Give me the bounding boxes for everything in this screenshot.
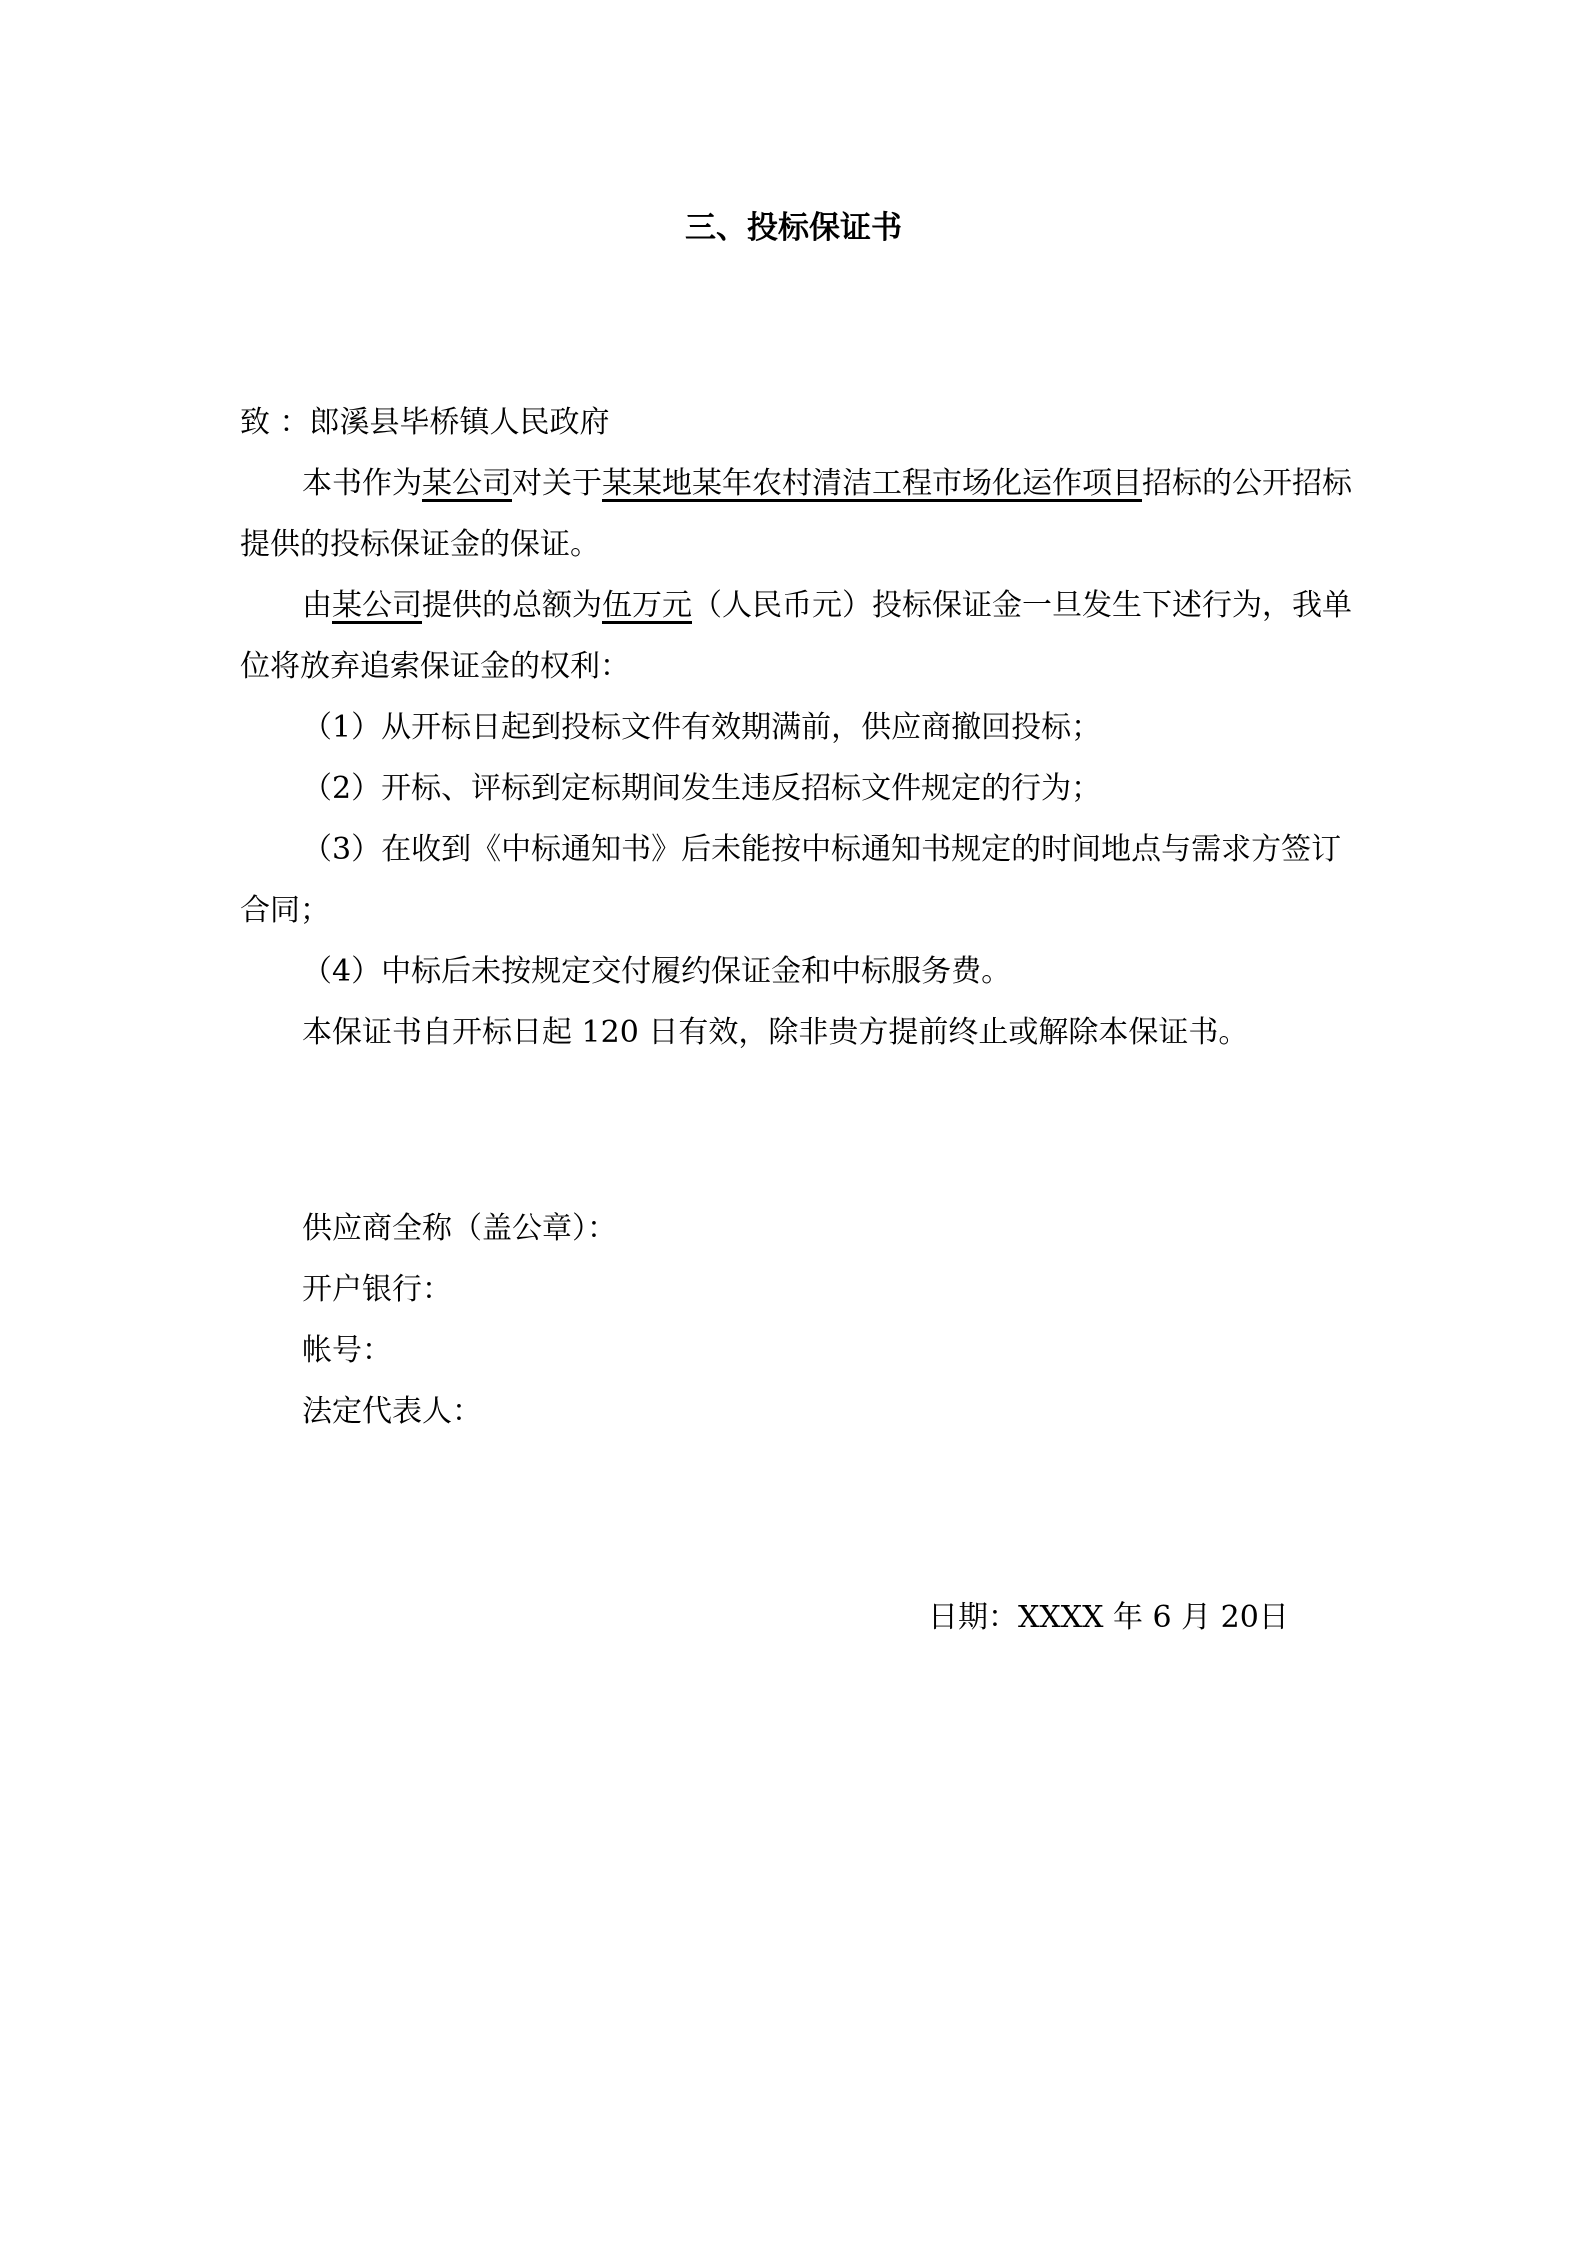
supplier-name-label: 供应商全称（盖公章）： xyxy=(302,1211,617,1246)
guarantee-amount: 伍万元 xyxy=(602,588,692,623)
text-segment: （人民币元）投标保证金一旦发生下述行为，我单位将放弃追索保证金的权利： xyxy=(240,588,1352,684)
addressee-name: 郎溪县毕桥镇人民政府 xyxy=(309,405,610,440)
letter-body xyxy=(240,392,1355,1063)
company-name: 某公司 xyxy=(332,588,422,623)
bank-label: 开户银行： xyxy=(302,1272,452,1307)
text-segment: 对关于 xyxy=(512,466,602,501)
text-segment: 招标的公开招标提供的投标保证金的保证。 xyxy=(240,466,1352,562)
paragraph-guarantee-purpose xyxy=(240,453,1355,575)
addressee-prefix: 致 ： xyxy=(240,405,310,440)
addressee-line xyxy=(240,392,1355,453)
account-label: 帐号： xyxy=(302,1333,392,1368)
validity-statement: 本保证书自开标日起 120 日有效，除非贵方提前终止或解除本保证书。 xyxy=(302,1015,1249,1050)
list-item: （3）在收到《中标通知书》后未能按中标通知书规定的时间地点与需求方签订合同； xyxy=(240,832,1342,928)
list-item: （2）开标、评标到定标期间发生违反招标文件规定的行为； xyxy=(302,771,1102,806)
company-name: 某公司 xyxy=(422,466,512,501)
project-name: 某某地某年农村清洁工程市场化运作项目 xyxy=(602,466,1142,501)
list-item: （4）中标后未按规定交付履约保证金和中标服务费。 xyxy=(302,954,1012,989)
text-segment: 提供的总额为 xyxy=(422,588,602,623)
legal-representative-label: 法定代表人： xyxy=(302,1394,482,1429)
date-line: 日期：XXXX 年 6 月 20日 xyxy=(928,1600,1289,1635)
text-segment: 本书作为 xyxy=(302,466,422,501)
list-item: （1）从开标日起到投标文件有效期满前，供应商撤回投标； xyxy=(302,710,1102,745)
page-title: 三、投标保证书 xyxy=(685,210,902,246)
text-segment: 由 xyxy=(302,588,332,623)
signature-block xyxy=(302,1198,617,1442)
paragraph-forfeiture xyxy=(240,575,1355,697)
